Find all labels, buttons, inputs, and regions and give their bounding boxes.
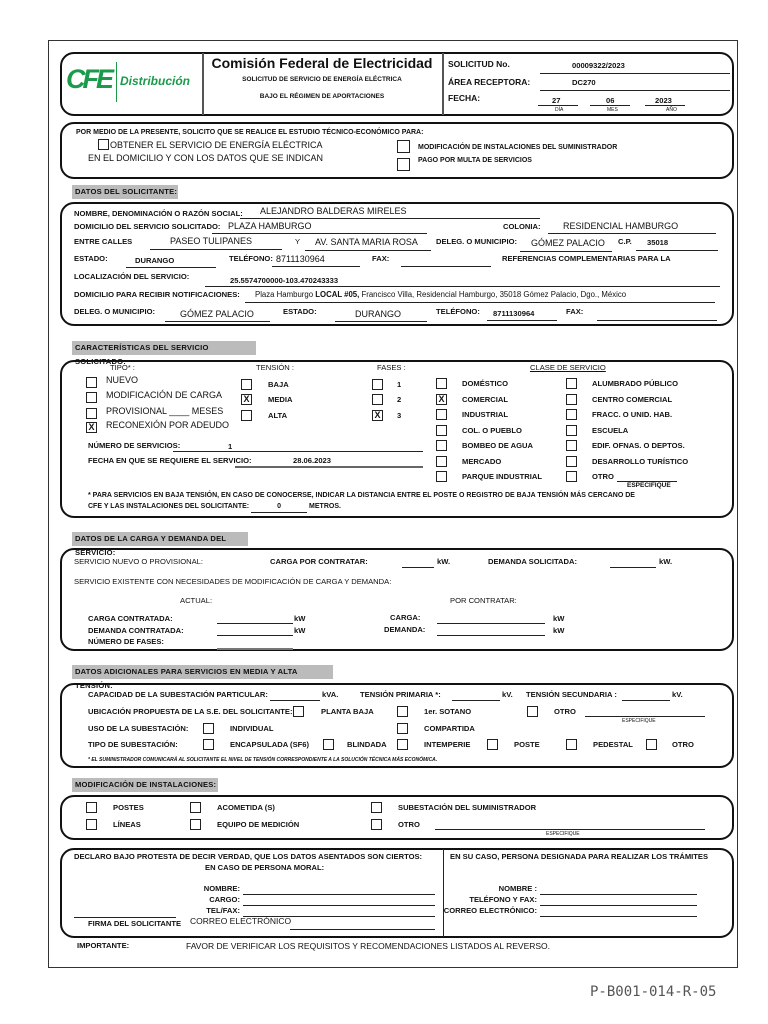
distribucion-logo: Distribución bbox=[120, 74, 191, 88]
checkbox-fases[interactable] bbox=[372, 394, 383, 405]
field-line bbox=[270, 700, 320, 701]
calle2-value[interactable]: AV. SANTA MARIA ROSA bbox=[315, 237, 418, 247]
firma-label: FIRMA DEL SOLICITANTE bbox=[88, 919, 182, 928]
field-line bbox=[150, 249, 282, 250]
clase-option-label: OTRO bbox=[592, 472, 614, 481]
divider bbox=[202, 53, 204, 115]
field-line bbox=[240, 218, 540, 219]
checkbox-intemperie[interactable] bbox=[397, 739, 408, 750]
fecha-label: FECHA: bbox=[448, 93, 481, 103]
purpose-intro: POR MEDIO DE LA PRESENTE, SOLICITO QUE SE REALICE EL ESTUDIO TÉCNICO-ECONÓMICO PARA: bbox=[76, 129, 424, 136]
kw-unit: kW. bbox=[437, 557, 451, 566]
field-line bbox=[217, 623, 293, 624]
tension-head: TENSIÓN : bbox=[256, 363, 294, 372]
notif-value[interactable] bbox=[255, 290, 626, 300]
deleg2-label: DELEG. O MUNICIPIO: bbox=[74, 307, 156, 316]
field-line bbox=[520, 251, 612, 252]
kw-unit: kW bbox=[294, 626, 306, 635]
checkbox-lineas[interactable] bbox=[86, 819, 97, 830]
checkbox-clase[interactable] bbox=[566, 394, 577, 405]
signature-line bbox=[74, 917, 176, 918]
planta-baja-label: PLANTA BAJA bbox=[321, 707, 374, 716]
checkbox-clase[interactable] bbox=[566, 471, 577, 482]
telfax2-label: TELÉFONO Y FAX: bbox=[469, 895, 537, 904]
checkbox-subestacion[interactable] bbox=[371, 802, 382, 813]
correo-label: CORREO ELECTRÓNICO bbox=[190, 916, 292, 926]
field-line bbox=[165, 321, 270, 322]
checkbox-compartida[interactable] bbox=[397, 723, 408, 734]
anio-label: AÑO bbox=[666, 107, 677, 113]
individual-label: INDIVIDUAL bbox=[230, 724, 274, 733]
domicilio-value[interactable]: PLAZA HAMBURGO bbox=[228, 221, 312, 231]
checkbox-multa[interactable] bbox=[397, 158, 410, 171]
opt-obtener-2: EN EL DOMICILIO Y CON LOS DATOS QUE SE INDICAN bbox=[88, 153, 324, 163]
designada-text: EN SU CASO, PERSONA DESIGNADA PARA REALIZAR LOS TRÁMITES bbox=[450, 852, 709, 861]
deleg-value[interactable]: GÓMEZ PALACIO bbox=[531, 238, 605, 248]
field-line bbox=[548, 233, 716, 234]
tipo-option-label: PROVISIONAL ____ MESES bbox=[106, 406, 224, 416]
mes-label: MES bbox=[607, 107, 618, 113]
tipo-sub-label: TIPO DE SUBESTACIÓN: bbox=[88, 740, 178, 749]
demanda-sol-label: DEMANDA SOLICITADA: bbox=[488, 557, 578, 566]
field-line bbox=[245, 302, 715, 303]
checkbox-modificacion[interactable] bbox=[397, 140, 410, 153]
field-line bbox=[212, 233, 427, 234]
subestacion-label: SUBESTACIÓN DEL SUMINISTRADOR bbox=[398, 803, 537, 812]
modificacion-box bbox=[60, 795, 734, 840]
field-line bbox=[272, 266, 360, 267]
field-line bbox=[335, 321, 427, 322]
correo2-label: CORREO ELECTRÓNICO: bbox=[443, 906, 537, 915]
cfe-logo: CFE bbox=[66, 64, 111, 94]
kv-unit: kV. bbox=[672, 690, 683, 699]
fecha-req-label: FECHA EN QUE SE REQUIERE EL SERVICIO: bbox=[88, 456, 252, 465]
lineas-label: LÍNEAS bbox=[113, 820, 141, 829]
colonia-label: COLONIA: bbox=[503, 222, 541, 231]
loc-value[interactable]: 25.5574700000-103.470243333 bbox=[230, 276, 339, 285]
field-line bbox=[622, 700, 670, 701]
field-line bbox=[243, 905, 435, 906]
encapsulada-label: ENCAPSULADA (SF6) bbox=[230, 740, 310, 749]
divider bbox=[442, 53, 444, 115]
blindada-label: BLINDADA bbox=[347, 740, 387, 749]
fases-head: FASES : bbox=[377, 363, 406, 372]
field-line bbox=[290, 929, 435, 930]
nota-suministrador: * EL SUMINISTRADOR COMUNICARÁ AL SOLICITANTE EL NIVEL DE TENSIÓN CORRESPONDIENTE A LA SOLUCIÓN TÉCNICA MÁS ECONÓMICA. bbox=[88, 757, 438, 763]
clase-option-label: PARQUE INDUSTRIAL bbox=[462, 472, 543, 481]
declaro-text: DECLARO BAJO PROTESTA DE DECIR VERDAD, QUE LOS DATOS ASENTADOS SON CIERTOS: bbox=[74, 852, 423, 861]
moral-text: EN CASO DE PERSONA MORAL: bbox=[205, 863, 325, 872]
acometida-label: ACOMETIDA (S) bbox=[217, 803, 275, 812]
checkbox-tension[interactable] bbox=[241, 379, 252, 390]
tension-pri-label: TENSIÓN PRIMARIA *: bbox=[360, 690, 441, 699]
field-line bbox=[437, 635, 545, 636]
checkbox-fases[interactable] bbox=[372, 379, 383, 390]
field-line bbox=[540, 905, 697, 906]
calle1-value[interactable]: PASEO TULIPANES bbox=[170, 236, 253, 246]
fases-option-label: 1 bbox=[397, 380, 402, 389]
opt-obtener: OBTENER EL SERVICIO DE ENERGÍA ELÉCTRICA bbox=[110, 140, 323, 150]
area-label: ÁREA RECEPTORA: bbox=[448, 77, 531, 87]
checkbox-clase[interactable] bbox=[436, 378, 447, 389]
fecha-mes: 06 bbox=[606, 96, 615, 105]
otro-label: OTRO bbox=[672, 740, 694, 749]
ubicacion-label: UBICACIÓN PROPUESTA DE LA S.E. DEL SOLICITANTE: bbox=[88, 707, 293, 716]
nota-part: CFE Y LAS INSTALACIONES DEL SOLICITANTE: bbox=[88, 503, 250, 510]
num-serv-value[interactable]: 1 bbox=[228, 442, 233, 451]
kw-unit: kW. bbox=[659, 557, 673, 566]
nombre-label: NOMBRE: bbox=[203, 884, 240, 893]
clase-option-label: EDIF. OFNAS. O DEPTOS. bbox=[592, 441, 685, 450]
clase-option-label: MERCADO bbox=[462, 457, 502, 466]
notif-part: Francisco Villa, Residencial Hamburgo, 35018 Gómez Palacio, Dgo., México bbox=[359, 290, 627, 299]
nombre-label: NOMBRE, DENOMINACIÓN O RAZÓN SOCIAL: bbox=[74, 209, 243, 218]
checkbox-tension[interactable] bbox=[241, 410, 252, 421]
field-line bbox=[597, 320, 717, 321]
sotano-label: 1er. SOTANO bbox=[424, 707, 472, 716]
importante-label: IMPORTANTE: bbox=[77, 941, 130, 950]
checkbox-poste[interactable] bbox=[487, 739, 498, 750]
especifique-label: ESPECIFIQUE bbox=[627, 482, 671, 489]
checkbox-otro-tipo[interactable] bbox=[646, 739, 657, 750]
checkbox-otro-mod[interactable] bbox=[371, 819, 382, 830]
clase-option-label: DESARROLLO TURÍSTICO bbox=[592, 457, 689, 466]
tel-value[interactable]: 8711130964 bbox=[276, 254, 325, 264]
deleg-label: DELEG. O MUNICIPIO: bbox=[436, 237, 518, 246]
clase-option-label: INDUSTRIAL bbox=[462, 410, 508, 419]
otro-label: OTRO bbox=[554, 707, 576, 716]
fases-option-label: 3 bbox=[397, 411, 402, 420]
nota-distancia bbox=[88, 502, 341, 513]
checkbox-encapsulada[interactable] bbox=[203, 739, 214, 750]
y-label: Y bbox=[295, 237, 301, 246]
clase-option-label: BOMBEO DE AGUA bbox=[462, 441, 534, 450]
checkbox-tipo[interactable]: X bbox=[86, 422, 97, 433]
checkbox-planta-baja[interactable] bbox=[293, 706, 304, 717]
existente-label: SERVICIO EXISTENTE CON NECESIDADES DE MODIFICACIÓN DE CARGA Y DEMANDA: bbox=[74, 577, 392, 586]
field-line bbox=[217, 648, 293, 650]
field-line bbox=[402, 567, 434, 568]
tel-label: TELÉFONO: bbox=[229, 254, 273, 263]
kw-unit: kW bbox=[553, 626, 565, 635]
org-title: Comisión Federal de Electricidad bbox=[211, 55, 433, 71]
kv-unit: kV. bbox=[502, 690, 513, 699]
tipo-head: TIPO* : bbox=[110, 363, 135, 372]
carga-label: CARGA: bbox=[390, 613, 421, 622]
carga-contratar-label: CARGA POR CONTRATAR: bbox=[270, 557, 368, 566]
nota-baja-tension: * PARA SERVICIOS EN BAJA TENSIÓN, EN CASO DE CONOCERSE, INDICAR LA DISTANCIA ENTRE EL POSTE O REGISTRO DE BAJA TENSIÓN MÁS CERCANO DE bbox=[88, 492, 635, 499]
ref-label: REFERENCIAS COMPLEMENTARIAS PARA LA bbox=[502, 254, 671, 263]
solicitud-label: SOLICITUD No. bbox=[448, 59, 510, 69]
telfax-label: TEL/FAX: bbox=[206, 906, 240, 915]
tension-option-label: BAJA bbox=[268, 380, 289, 389]
checkbox-obtener[interactable] bbox=[98, 139, 109, 150]
opt-modificacion: MODIFICACIÓN DE INSTALACIONES DEL SUMINISTRADOR bbox=[418, 144, 618, 151]
checkbox-clase[interactable] bbox=[436, 456, 447, 467]
checkbox-acometida[interactable] bbox=[190, 802, 201, 813]
nombre-value[interactable]: ALEJANDRO BALDERAS MIRELES bbox=[260, 206, 407, 216]
section-modificacion: MODIFICACIÓN DE INSTALACIONES: bbox=[72, 778, 218, 792]
dia-label: DÍA bbox=[555, 107, 564, 113]
checkbox-otro-ubicacion[interactable] bbox=[527, 706, 538, 717]
checkbox-sotano[interactable] bbox=[397, 706, 408, 717]
estado-label: ESTADO: bbox=[74, 254, 108, 263]
loc-label: LOCALIZACIÓN DEL SERVICIO: bbox=[74, 272, 190, 281]
colonia-value[interactable]: RESIDENCIAL HAMBURGO bbox=[563, 221, 679, 231]
tension-option-label: ALTA bbox=[268, 411, 288, 420]
clase-option-label: COMERCIAL bbox=[462, 395, 508, 404]
checkbox-clase[interactable] bbox=[566, 409, 577, 420]
checkbox-clase[interactable] bbox=[436, 425, 447, 436]
section-adicionales: DATOS ADICIONALES PARA SERVICIOS EN MEDIA Y ALTA TENSIÓN: bbox=[72, 665, 333, 679]
fax-label: FAX: bbox=[372, 254, 390, 263]
opt-multa: PAGO POR MULTA DE SERVICIOS bbox=[418, 157, 532, 164]
otro-label: OTRO bbox=[398, 820, 420, 829]
nuevo-label: SERVICIO NUEVO O PROVISIONAL: bbox=[74, 557, 203, 566]
nombre2-label: NOMBRE : bbox=[498, 884, 537, 893]
solicitud-value: 00009322/2023 bbox=[572, 61, 625, 70]
uso-label: USO DE LA SUBESTACIÓN: bbox=[88, 724, 189, 733]
checkbox-blindada[interactable] bbox=[323, 739, 334, 750]
intemperie-label: INTEMPERIE bbox=[424, 740, 471, 749]
cargo-label: CARGO: bbox=[209, 895, 240, 904]
capacidad-label: CAPACIDAD DE LA SUBESTACIÓN PARTICULAR: bbox=[88, 690, 268, 699]
checkbox-clase[interactable] bbox=[436, 409, 447, 420]
area-value: DC270 bbox=[572, 78, 596, 87]
clase-head: CLASE DE SERVICIO bbox=[530, 363, 606, 372]
clase-option-label: CENTRO COMERCIAL bbox=[592, 395, 673, 404]
tipo-option-label: RECONEXIÓN POR ADEUDO bbox=[106, 420, 230, 430]
cp-label: C.P. bbox=[618, 237, 632, 246]
carga-contratada-label: CARGA CONTRATADA: bbox=[88, 614, 173, 623]
checkbox-tipo[interactable] bbox=[86, 377, 97, 388]
fecha-dia: 27 bbox=[552, 96, 561, 105]
field-line bbox=[205, 286, 720, 287]
field-line bbox=[235, 466, 423, 468]
checkbox-tipo[interactable] bbox=[86, 408, 97, 419]
entre-label: ENTRE CALLES bbox=[74, 237, 133, 246]
estado2-value[interactable]: DURANGO bbox=[355, 309, 402, 319]
especifique-label: ESPECIFIQUE bbox=[622, 718, 656, 724]
actual-label: ACTUAL: bbox=[180, 596, 213, 605]
checkbox-clase[interactable] bbox=[566, 425, 577, 436]
kw-unit: kW bbox=[553, 614, 565, 623]
checkbox-clase[interactable] bbox=[566, 440, 577, 451]
checkbox-equipo[interactable] bbox=[190, 819, 201, 830]
tel2-label: TELÉFONO: bbox=[436, 307, 480, 316]
pedestal-label: PEDESTAL bbox=[593, 740, 633, 749]
domicilio-label: DOMICILIO DEL SERVICIO SOLICITADO: bbox=[74, 222, 221, 231]
form-code: P-B001-014-R-05 bbox=[590, 984, 717, 1000]
demanda-label: DEMANDA: bbox=[384, 625, 426, 634]
section-solicitante: DATOS DEL SOLICITANTE: bbox=[72, 185, 178, 199]
checkbox-pedestal[interactable] bbox=[566, 739, 577, 750]
checkbox-individual[interactable] bbox=[203, 723, 214, 734]
field-line bbox=[645, 105, 685, 106]
por-contratar-label: POR CONTRATAR: bbox=[450, 596, 517, 605]
field-line bbox=[452, 700, 500, 701]
tipo-option-label: NUEVO bbox=[106, 375, 139, 385]
fases-option-label: 2 bbox=[397, 395, 402, 404]
field-line bbox=[173, 451, 423, 452]
field-line bbox=[610, 567, 656, 568]
deleg2-value[interactable]: GÓMEZ PALACIO bbox=[180, 309, 254, 319]
poste-label: POSTE bbox=[514, 740, 540, 749]
especifique-label: ESPECIFIQUE bbox=[546, 831, 580, 837]
section-carga: DATOS DE LA CARGA Y DEMANDA DEL SERVICIO: bbox=[72, 532, 248, 546]
tel2-value[interactable]: 8711130964 bbox=[493, 309, 535, 318]
logo-divider bbox=[116, 62, 117, 102]
tension-option-label: MEDIA bbox=[268, 395, 293, 404]
clase-option-label: ALUMBRADO PÚBLICO bbox=[592, 379, 679, 388]
field-line bbox=[540, 916, 697, 917]
distancia-value[interactable]: 0 bbox=[251, 502, 307, 513]
estado2-label: ESTADO: bbox=[283, 307, 317, 316]
estado-value[interactable]: DURANGO bbox=[135, 256, 175, 265]
tension-sec-label: TENSIÓN SECUNDARIA : bbox=[526, 690, 617, 699]
checkbox-clase[interactable] bbox=[566, 456, 577, 467]
clase-option-label: COL. O PUEBLO bbox=[462, 426, 522, 435]
nota-part: METROS. bbox=[309, 503, 341, 510]
clase-option-label: FRACC. O UNID. HAB. bbox=[592, 410, 673, 419]
demanda-contratada-label: DEMANDA CONTRATADA: bbox=[88, 626, 184, 635]
field-line bbox=[540, 73, 730, 74]
tipo-option-label: MODIFICACIÓN DE CARGA bbox=[106, 390, 223, 400]
equipo-label: EQUIPO DE MEDICIÓN bbox=[217, 820, 300, 829]
aviso-text: FAVOR DE VERIFICAR LOS REQUISITOS Y RECOMENDACIONES LISTADOS AL REVERSO. bbox=[186, 941, 551, 951]
checkbox-clase[interactable]: X bbox=[436, 394, 447, 405]
fax2-label: FAX: bbox=[566, 307, 584, 316]
field-line bbox=[487, 320, 557, 321]
postes-label: POSTES bbox=[113, 803, 144, 812]
checkbox-postes[interactable] bbox=[86, 802, 97, 813]
fecha-req-value[interactable]: 28.06.2023 bbox=[293, 456, 332, 465]
section-caracteristicas: CARACTERÍSTICAS DEL SERVICIO SOLICITADO: bbox=[72, 341, 256, 355]
checkbox-clase[interactable] bbox=[436, 440, 447, 451]
checkbox-tipo[interactable] bbox=[86, 392, 97, 403]
num-fases-label: NÚMERO DE FASES: bbox=[88, 637, 164, 646]
field-line bbox=[243, 894, 435, 895]
checkbox-clase[interactable] bbox=[566, 378, 577, 389]
cp-value[interactable]: 35018 bbox=[647, 238, 669, 247]
checkbox-clase[interactable] bbox=[436, 471, 447, 482]
notif-part: Plaza Hamburgo bbox=[255, 290, 316, 299]
field-line bbox=[540, 894, 697, 895]
field-line bbox=[217, 635, 293, 636]
checkbox-tension[interactable]: X bbox=[241, 394, 252, 405]
field-line bbox=[401, 266, 491, 267]
fecha-anio: 2023 bbox=[655, 96, 672, 105]
kva-unit: kVA. bbox=[322, 690, 339, 699]
notif-part: LOCAL #05, bbox=[315, 290, 360, 299]
field-line bbox=[305, 250, 431, 251]
form-subtitle: SOLICITUD DE SERVICIO DE ENERGÍA ELÉCTRICA bbox=[242, 76, 402, 83]
kw-unit: kW bbox=[294, 614, 306, 623]
clase-option-label: ESCUELA bbox=[592, 426, 629, 435]
compartida-label: COMPARTIDA bbox=[424, 724, 475, 733]
field-line bbox=[540, 90, 730, 91]
num-serv-label: NÚMERO DE SERVICIOS: bbox=[88, 441, 181, 450]
clase-option-label: DOMÉSTICO bbox=[462, 379, 508, 388]
form-subtitle: BAJO EL RÉGIMEN DE APORTACIONES bbox=[259, 93, 385, 100]
field-line bbox=[636, 250, 718, 251]
checkbox-fases[interactable]: X bbox=[372, 410, 383, 421]
field-line bbox=[126, 267, 216, 268]
notif-label: DOMICILIO PARA RECIBIR NOTIFICACIONES: bbox=[74, 290, 240, 299]
field-line bbox=[437, 623, 545, 624]
